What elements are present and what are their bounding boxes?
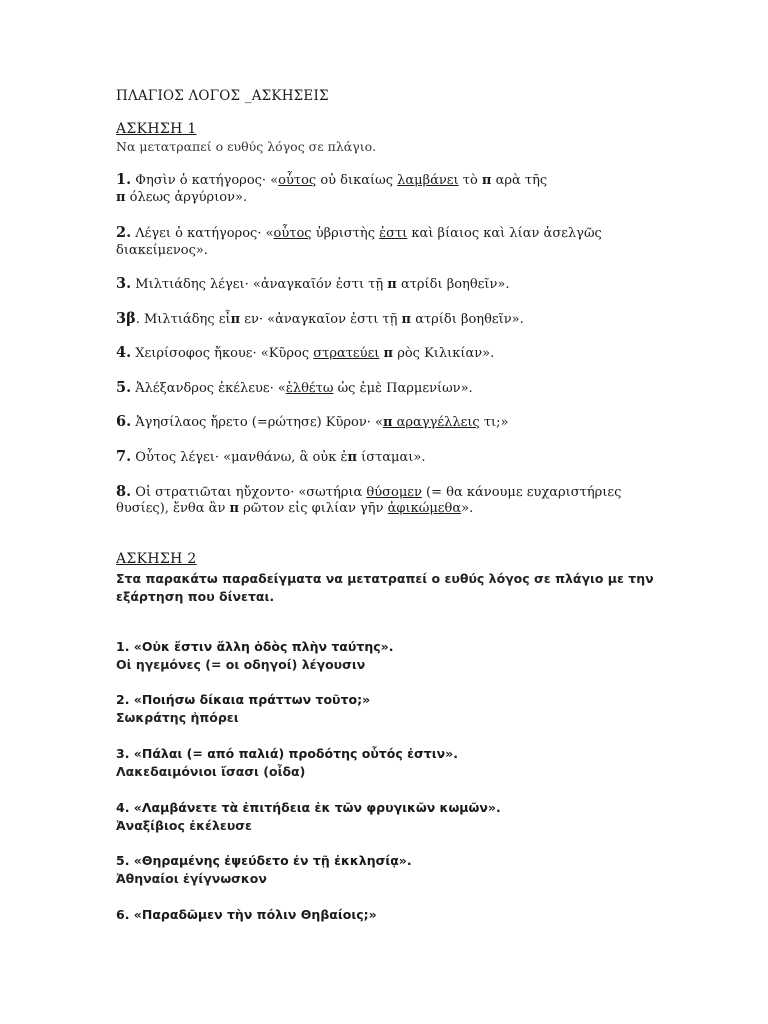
underlined-word: λαμβάνει: [397, 173, 459, 188]
text: ὡς ἐμὲ Παρμενίων».: [333, 381, 473, 396]
bold-letter: π: [229, 501, 239, 516]
text: ».: [461, 501, 474, 516]
exercise-2-instruction-cont: εξάρτηση που δίνεται.: [116, 589, 275, 604]
text: ίσταμαι».: [356, 450, 426, 465]
item-number: 7.: [116, 448, 132, 465]
text: εν· «ἀναγκαῖον ἐστι τῇ: [240, 312, 402, 327]
bold-letter: π: [382, 415, 393, 430]
text: αρὰ τῆς: [491, 173, 548, 188]
item-number: 6.: [116, 907, 130, 922]
ex1-item-3: [116, 275, 510, 293]
item-number: 3.: [116, 275, 132, 292]
ex1-item-8-cont: [116, 500, 473, 517]
ex2-item-3: [116, 745, 458, 762]
underlined-word: αραγγέλλεις: [392, 415, 480, 430]
page-title: ΠΛΑΓΙΟΣ ΛΟΓΟΣ _ΑΣΚΗΣΕΙΣ: [116, 88, 329, 104]
item-number: 2.: [116, 692, 130, 707]
bold-letter: π: [116, 190, 126, 205]
text: καὶ βίαιος καὶ λίαν ἀσελγῶς: [407, 226, 602, 241]
underlined-word: οὗτος: [278, 173, 317, 188]
underlined-word: ἐστι: [379, 226, 408, 241]
ex1-item-1: [116, 171, 547, 189]
bold-letter: π: [401, 312, 412, 327]
text: οὐ δικαίως: [316, 173, 398, 188]
underlined-word: θύσομεν: [366, 485, 422, 500]
ex1-item-2-cont: διακείμενος».: [116, 243, 208, 258]
ex1-item-1-cont: [116, 189, 247, 206]
ex2-item-2: [116, 691, 370, 708]
exercise-2-heading: ΑΣΚΗΣΗ 2: [116, 551, 197, 567]
item-number: 5.: [116, 853, 130, 868]
text: Χειρίσοφος ἤκουε· «Κῦρος: [135, 346, 314, 361]
ex1-item-7: [116, 448, 425, 466]
underlined-word: ἐλθέτω: [285, 381, 334, 396]
ex2-item-5: [116, 852, 412, 869]
bold-letter: π: [383, 346, 394, 361]
ex2-item-5-dependency: Ἀθηναίοι ἐγίγνωσκον: [116, 871, 267, 886]
text: . Μιλτιάδης εἶ: [135, 312, 231, 327]
item-number: 4.: [116, 344, 132, 361]
text: θυσίες), ἔνθα ἂν: [116, 501, 230, 516]
quote: «Πάλαι (= από παλιά) προδότης οὗτός ἐστιν».: [129, 746, 458, 761]
item-number: 6.: [116, 413, 132, 430]
text: τὸ: [458, 173, 482, 188]
exercise-2-instruction: Στα παρακάτω παραδείγματα να μετατραπεί ο ευθύς λόγος σε πλάγιο με την: [116, 571, 654, 586]
ex2-item-4-dependency: Ἀναξίβιος ἐκέλευσε: [116, 818, 252, 833]
ex2-item-6: [116, 906, 377, 923]
ex2-item-3-dependency: Λακεδαιμόνιοι ἴσασι (οἶδα): [116, 764, 306, 779]
text: (= θα κάνουμε ευχαριστήριες: [421, 485, 622, 500]
text: Οἱ στρατιῶται ηὔχοντο· «σωτήρια: [135, 485, 367, 500]
text: Μιλτιάδης λέγει· «ἀναγκαῖόν ἐστι τῇ: [135, 277, 388, 292]
underlined-word: στρατεύει: [313, 346, 380, 361]
ex2-item-1: [116, 638, 393, 655]
quote: «Λαμβάνετε τὰ ἐπιτήδεια ἐκ τῶν φρυγικῶν κωμῶν».: [129, 800, 501, 815]
ex2-item-1-dependency: Οἱ ηγεμόνες (= οι οδηγοί) λέγουσιν: [116, 657, 366, 672]
quote: «Οὐκ ἔστιν ἄλλη ὁδὸς πλὴν ταύτης».: [129, 639, 394, 654]
text: Λέγει ὁ κατήγορος· «: [135, 226, 274, 241]
text: Οὗτος λέγει· «μανθάνω, ἃ οὐκ ἐ: [135, 450, 348, 465]
bold-letter: π: [347, 450, 357, 465]
item-number: 4.: [116, 800, 130, 815]
item-number: 8.: [116, 483, 132, 500]
text: ατρίδι βοηθεῖν».: [396, 277, 510, 292]
underlined-word: οὗτος: [273, 226, 312, 241]
item-number: 3β: [116, 310, 136, 327]
item-number: 2.: [116, 224, 132, 241]
text: Φησὶν ὁ κατήγορος· «: [135, 173, 279, 188]
bold-letter: π: [230, 312, 241, 327]
ex1-item-4: [116, 344, 494, 362]
exercise-1-heading: ΑΣΚΗΣΗ 1: [116, 121, 197, 137]
underlined-word: ἀφικώμεθα: [387, 501, 462, 516]
bold-letter: π: [387, 277, 397, 292]
text: ρὸς Κιλικίαν».: [393, 346, 495, 361]
ex1-item-5: [116, 379, 473, 397]
ex2-item-2-dependency: Σωκράτης ἠπόρει: [116, 710, 239, 725]
text: όλεως ἀργύριον».: [125, 190, 248, 205]
item-number: 3.: [116, 746, 130, 761]
text: τι;»: [479, 415, 509, 430]
item-number: 1.: [116, 171, 132, 188]
quote: «Θηραμένης ἐψεύδετο ἐν τῇ ἐκκλησίᾳ».: [129, 853, 412, 868]
bold-letter: π: [481, 173, 492, 188]
text: ατρίδι βοηθεῖν».: [411, 312, 524, 327]
text: Ἀγησίλαος ἤρετο (=ρώτησε) Κῦρον· «: [135, 415, 383, 430]
text: ρῶτον εἰς φιλίαν γῆν: [239, 501, 388, 516]
exercise-1-instruction: Να μετατραπεί ο ευθύς λόγος σε πλάγιο.: [116, 139, 377, 154]
ex1-item-6: [116, 413, 508, 431]
ex1-item-3b: [116, 310, 524, 328]
ex1-item-2: [116, 224, 602, 242]
quote: «Ποιήσω δίκαια πράττων τοῦτο;»: [129, 692, 371, 707]
quote: «Παραδῶμεν τὴν πόλιν Θηβαίοις;»: [129, 907, 377, 922]
ex2-item-4: [116, 799, 501, 816]
text: Ἀλέξανδρος ἐκέλευε· «: [135, 381, 286, 396]
ex1-item-8: [116, 483, 621, 501]
text: ὑβριστὴς: [311, 226, 380, 241]
item-number: 1.: [116, 639, 130, 654]
item-number: 5.: [116, 379, 132, 396]
